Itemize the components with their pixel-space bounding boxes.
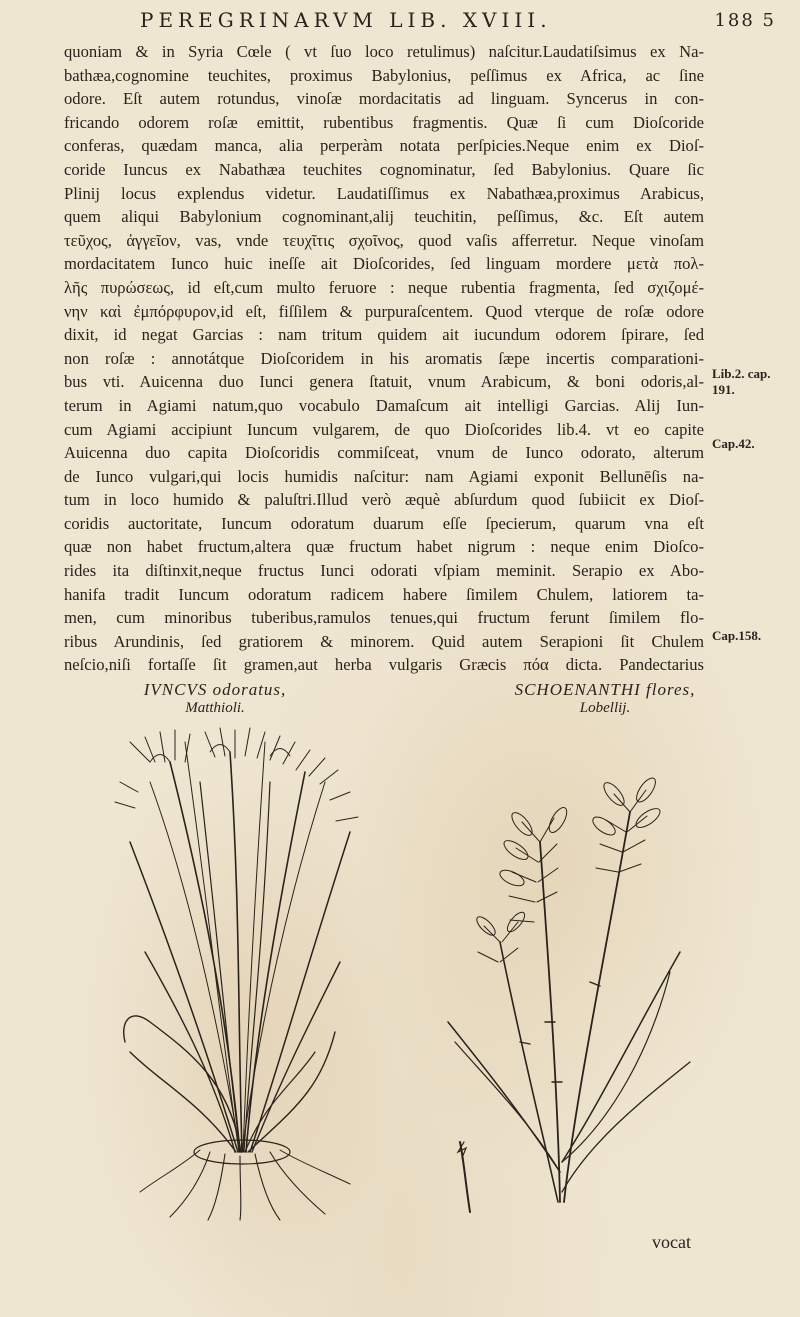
text-line: de Iunco vulgari,qui locis humidis naſcitur: nam Agiami exponit Bellunēſis na- (64, 466, 704, 486)
text-line: bus vti. Auicenna duo Iunci genera ſtatuit, vnum Arabicum, & boni odoris,al- (64, 372, 704, 392)
juncus-woodcut-illustration (90, 722, 390, 1222)
page-header (140, 8, 780, 38)
figure-title: SCHOENANTHI flores, (514, 680, 696, 699)
text-line: coridis auctoritate, Iuncum odoratum duarum eſſe ſpecierum, quarum vna eſt (64, 513, 704, 533)
text-line: quoniam & in Syria Cœle ( vt ſuo loco retulimus) naſcitur.Laudatiſsimus ex Na- (64, 42, 704, 61)
margin-note: Cap.42. (712, 436, 755, 451)
text-line: τεῦχος, ἀγγεῖον, vas, vnde τευχῖτις σχοῖνος, quod vaſis afferretur. Neque vinoſam (64, 230, 704, 250)
margin-note: Lib.2. cap. 191. (712, 366, 771, 397)
body-text (64, 40, 704, 677)
figure-caption-left (90, 680, 340, 717)
figure-author: Matthioli. (185, 700, 245, 716)
figure-caption-right (450, 680, 760, 717)
text-line: conferas, quædam manca, alia perperàm notata perſpicies.Neque enim ex Dioſ- (64, 136, 704, 156)
text-line: terum in Agiami natum,quo vocabulo Damaſcum ait intelligi Garcias. Alij Iun- (64, 395, 704, 415)
text-line: odore. Eſt autem rotundus, vinoſæ mordacitatis ad linguam. Syncerus in con- (64, 89, 704, 109)
text-line: Auicenna duo capita Dioſcoridis commiſceat, vnum de Iunco odorato, alterum (64, 443, 704, 463)
text-line: λῆς πυρώσεως, id eſt,cum multo feruore : neque rubentia fragmenta, ſed σχιζομέ- (64, 277, 704, 297)
catchword: vocat (652, 1232, 691, 1252)
text-line: ribus Arundinis, ſed gratiorem & minorem. Quid autem Serapioni ſit Chulem (64, 631, 704, 651)
schoenanthus-woodcut-illustration (440, 722, 720, 1222)
text-line: dixit, id negat Garcias : nam tritum quidem ait iucundum odorem ſpirare, ſed (64, 325, 704, 345)
text-line: fricando odorem roſæ emittit, rubentibus fragmentis. Quæ ſi cum Dioſcoride (64, 112, 704, 132)
text-line: mordacitatem Iunco huic ineſſe ait Dioſcorides, ſed linguam mordere μετὰ πολ- (64, 254, 704, 274)
text-line: quem aliqui Babylonium cognominant,alij teuchitin, peſſimus, &c. Eſt autem (64, 207, 704, 227)
text-line: quæ non habet fructum,altera quæ fructum habet nigrum : neque enim Dioſco- (64, 537, 704, 557)
text-line: bathæa,cognomine teuchites, proximus Babylonius, peſſimus ex Africa, ac ſine (64, 65, 704, 85)
text-line: non roſæ : annotátque Dioſcoridem in his aromatis ſæpe incertis comparationi- (64, 348, 704, 368)
text-line: Plinij locus explendus videtur. Laudatiſſimus ex Nabathæa,proximus Arabicus, (64, 183, 704, 203)
margin-note: Cap.158. (712, 628, 762, 643)
figure-title: IVNCVS odoratus, (143, 680, 287, 699)
page-number: 188 5 (714, 10, 776, 31)
text-line: neſcio,niſi fortaſſe ſit gramen,aut herba vulgaris Græcis πόα dicta. Pandectarius (64, 655, 704, 675)
text-line: tum in loco humido & paluſtri.Illud verò æquè abſurdum quod ſubiicit ex Dioſ- (64, 490, 704, 510)
text-line: νην καὶ ἐμπόρφυρον,id eſt, fiſſilem & purpuraſcentem. Quod vterque de roſæ odore (64, 301, 704, 321)
text-line: rides ita diſtinxit,neque fructus Iunci odorati vſpiam meminit. Serapio ex Abo- (64, 561, 704, 581)
text-line: coride Iuncus ex Nabathæa teuchites cognominatur, ſed Babylonius. Quare ſic (64, 159, 704, 179)
figure-author: Lobellij. (579, 700, 631, 716)
text-line: men, cum minoribus tuberibus,ramulos tenues,qui fructum ferunt ſimilem flo- (64, 608, 704, 628)
text-line: cum Agiami accipiunt Iuncum vulgarem, de quo Dioſcorides lib.4. vt eo capite (64, 419, 704, 439)
running-head: PEREGRINARVM LIB. XVIII. (140, 8, 552, 32)
text-line: hanifa tradit Iuncum odoratum radicem habere ſimilem Chulem, latiorem ta- (64, 584, 704, 604)
